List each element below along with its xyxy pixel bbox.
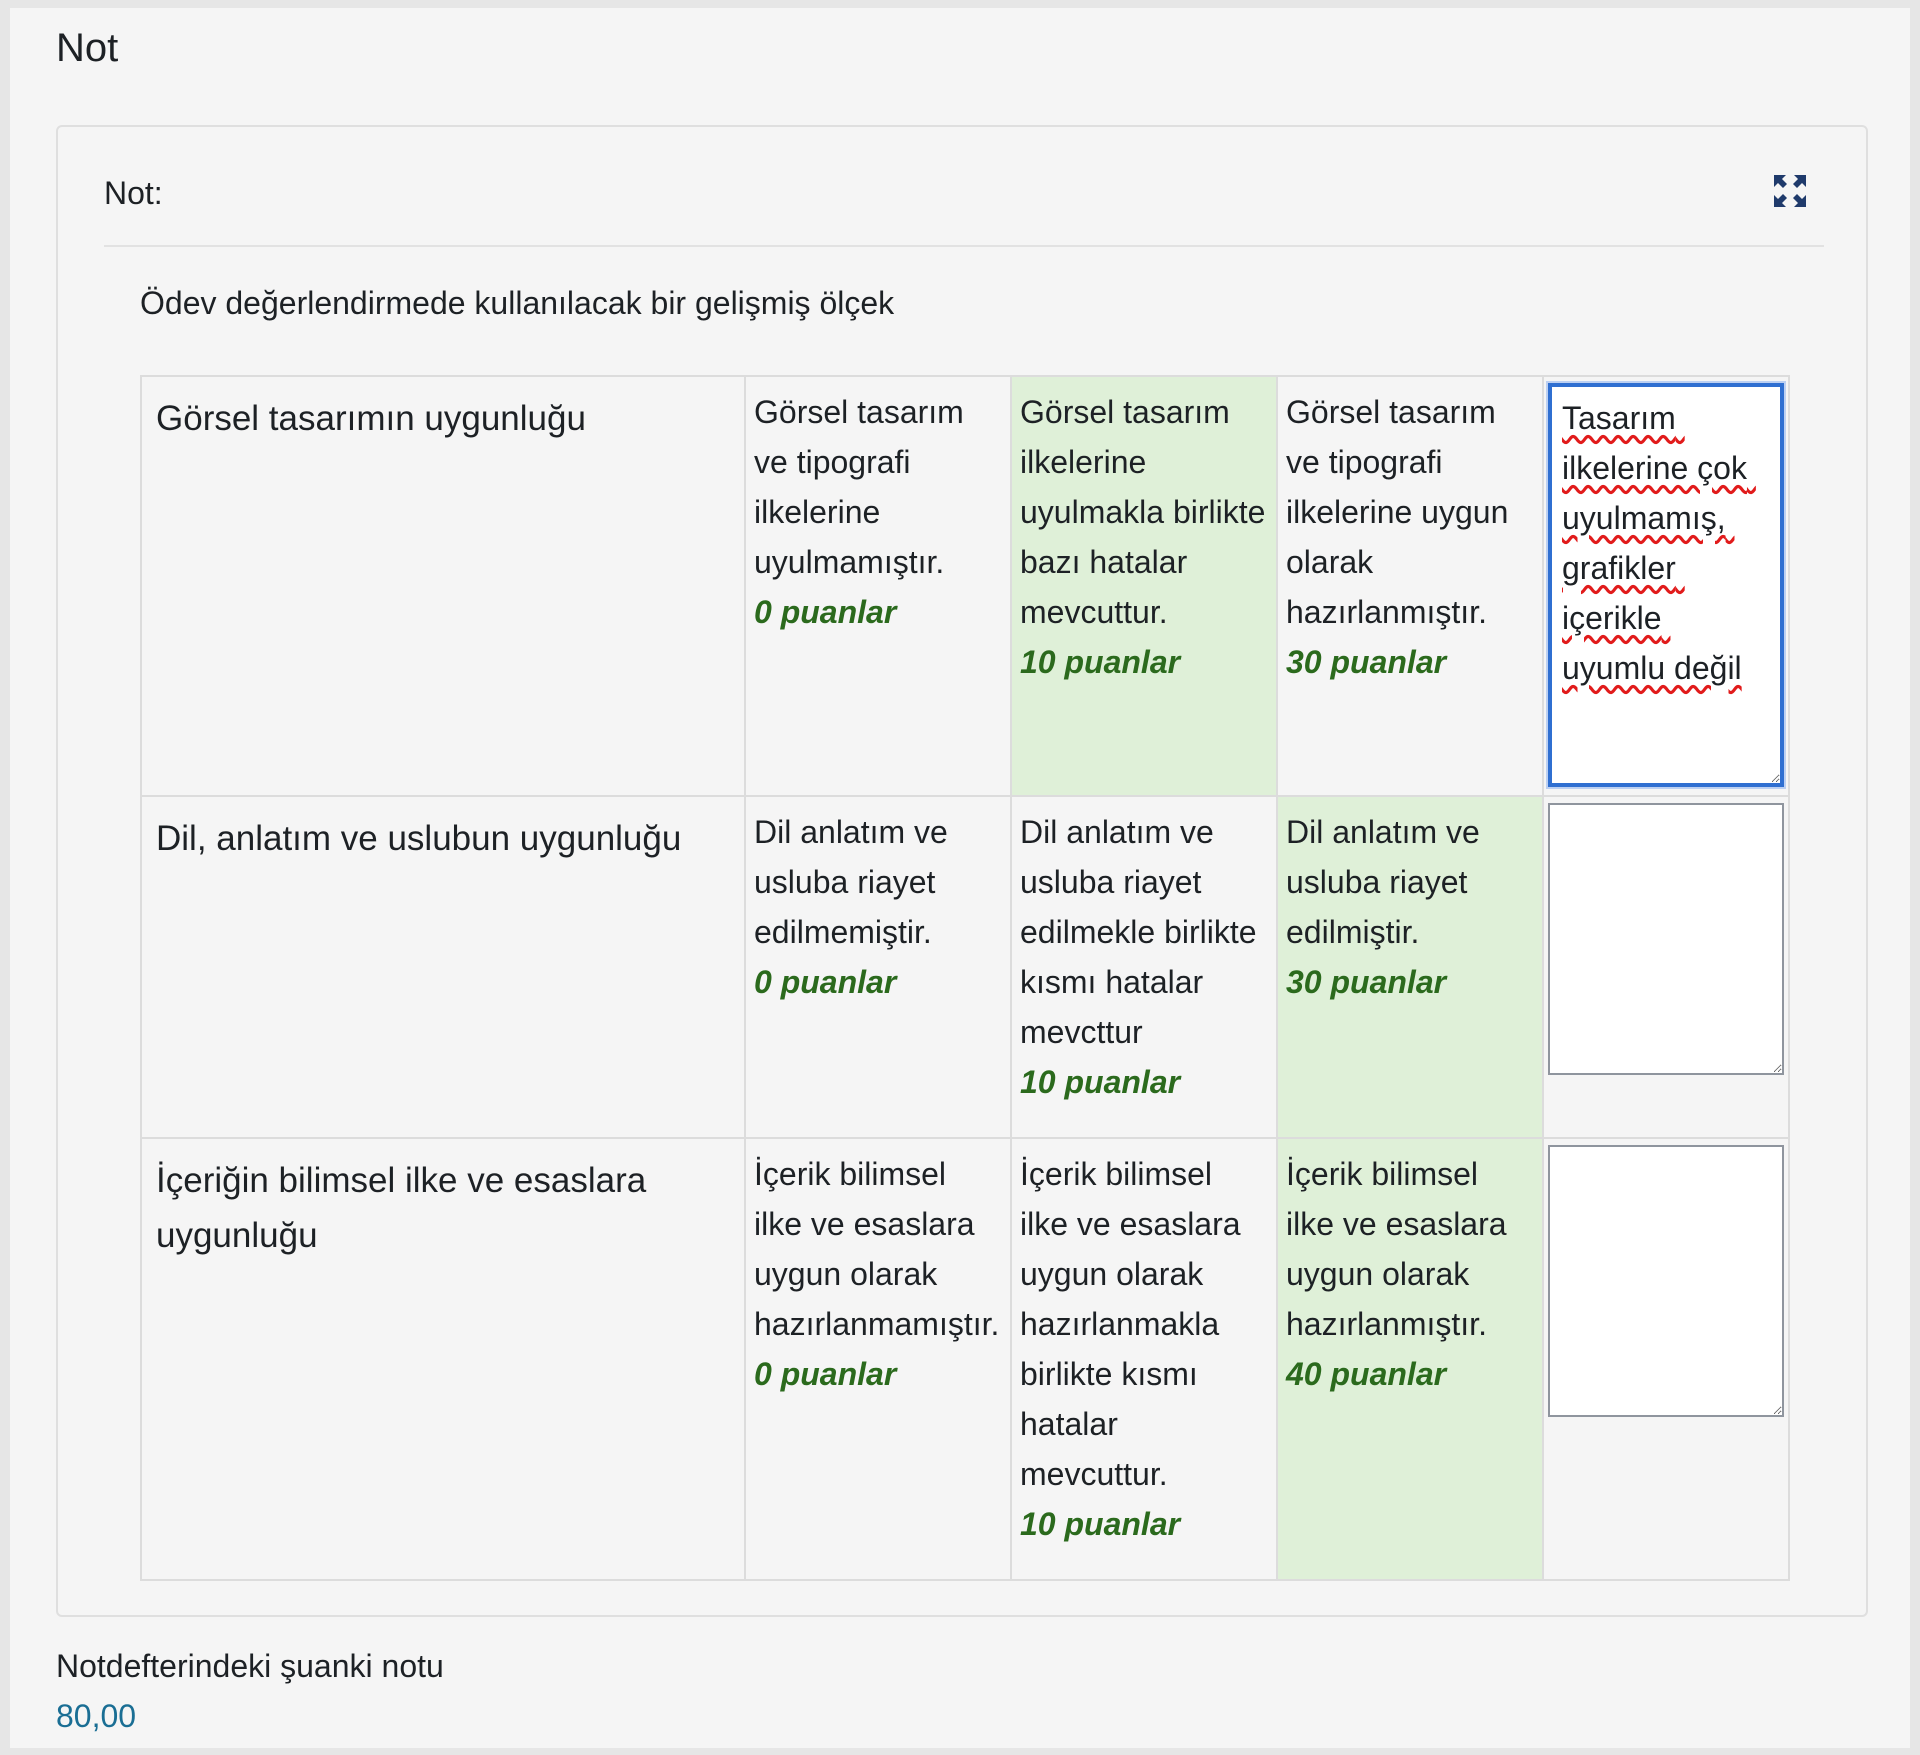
level-score: 30 puanlar xyxy=(1286,644,1447,680)
rubric-level[interactable] xyxy=(745,1138,1011,1580)
level-definition: Görsel tasarım ve tipografi ilkelerine uygun olarak hazırlanmıştır. xyxy=(1286,394,1509,630)
rubric-level[interactable] xyxy=(1277,376,1543,796)
level-definition: Görsel tasarım ve tipografi ilkelerine uyulmamıştır. xyxy=(754,394,964,580)
level-definition: Dil anlatım ve usluba riayet edilmekle birlikte kısmı hatalar mevcttur xyxy=(1020,814,1257,1050)
remark-cell xyxy=(1543,1138,1789,1580)
rubric-level[interactable] xyxy=(745,796,1011,1138)
remark-cell xyxy=(1543,796,1789,1138)
grade-label: Not: xyxy=(104,175,163,211)
rubric-level-selected[interactable] xyxy=(1011,376,1277,796)
level-score: 30 puanlar xyxy=(1286,964,1447,1000)
rubric-level-selected[interactable] xyxy=(1277,796,1543,1138)
grade-card xyxy=(56,125,1868,1617)
criterion-remark-textarea[interactable] xyxy=(1548,1145,1784,1417)
level-score: 10 puanlar xyxy=(1020,1064,1181,1100)
rubric-description: Ödev değerlendirmede kullanılacak bir gelişmiş ölçek xyxy=(140,285,895,321)
expand-arrows-svg xyxy=(1770,171,1810,211)
card-header xyxy=(104,175,1824,247)
level-score: 0 puanlar xyxy=(754,594,897,630)
criterion-remark-textarea[interactable] xyxy=(1548,803,1784,1075)
level-definition: İçerik bilimsel ilke ve esaslara uygun olarak hazırlanmakla birlikte kısmı hatalar mevcuttur. xyxy=(1020,1156,1241,1492)
level-score: 0 puanlar xyxy=(754,1356,897,1392)
section-title: Not xyxy=(56,26,119,70)
level-definition: İçerik bilimsel ilke ve esaslara uygun olarak hazırlanmıştır. xyxy=(1286,1156,1507,1342)
rubric-criterion-row xyxy=(141,376,1789,796)
rubric-table xyxy=(140,375,1790,1581)
grading-page xyxy=(10,8,1910,1748)
criterion-remark-textarea[interactable] xyxy=(1548,383,1784,787)
expand-arrows-icon[interactable] xyxy=(1770,171,1810,211)
level-score: 0 puanlar xyxy=(754,964,897,1000)
level-definition: Dil anlatım ve usluba riayet edilmiştir. xyxy=(1286,814,1480,950)
rubric-level[interactable] xyxy=(745,376,1011,796)
rubric-criterion-row xyxy=(141,796,1789,1138)
level-score: 10 puanlar xyxy=(1020,644,1181,680)
criterion-description: Dil, anlatım ve uslubun uygunluğu xyxy=(141,796,745,1138)
current-grade-label: Notdefterindeki şuanki notu xyxy=(56,1648,444,1684)
level-definition: Görsel tasarım ilkelerine uyulmakla birlikte bazı hatalar mevcuttur. xyxy=(1020,394,1266,630)
rubric-level[interactable] xyxy=(1011,1138,1277,1580)
current-grade-value: 80,00 xyxy=(56,1698,137,1734)
criterion-description: İçeriğin bilimsel ilke ve esaslara uygunluğu xyxy=(141,1138,745,1580)
level-definition: Dil anlatım ve usluba riayet edilmemiştir. xyxy=(754,814,948,950)
remark-cell xyxy=(1543,376,1789,796)
rubric-level-selected[interactable] xyxy=(1277,1138,1543,1580)
criterion-description: Görsel tasarımın uygunluğu xyxy=(141,376,745,796)
rubric-level[interactable] xyxy=(1011,796,1277,1138)
level-definition: İçerik bilimsel ilke ve esaslara uygun olarak hazırlanmamıştır. xyxy=(754,1156,1000,1342)
level-score: 40 puanlar xyxy=(1286,1356,1447,1392)
rubric-criterion-row xyxy=(141,1138,1789,1580)
level-score: 10 puanlar xyxy=(1020,1506,1181,1542)
